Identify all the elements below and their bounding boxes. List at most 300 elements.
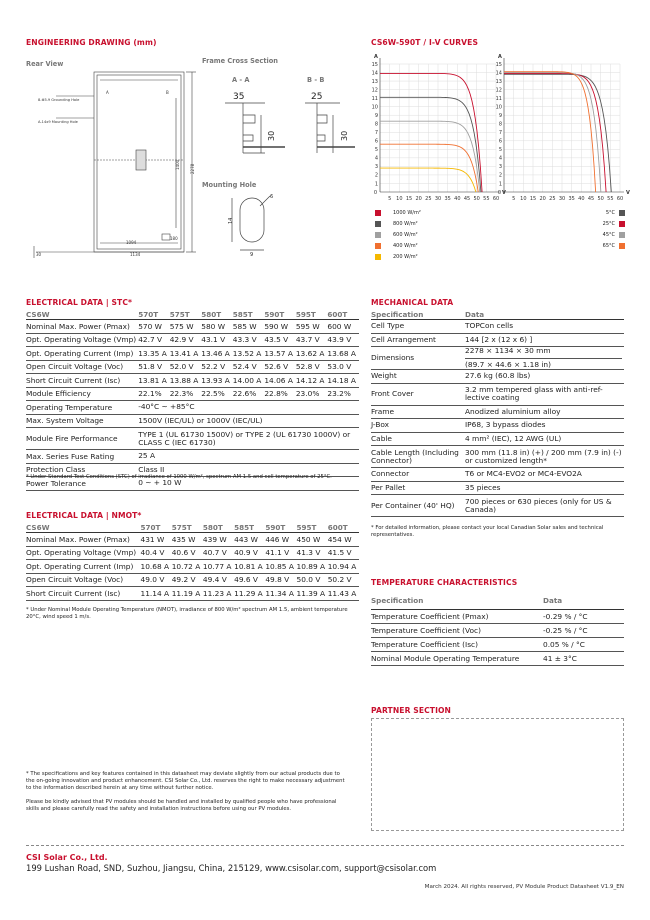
row-label: Nominal Module Operating Temperature	[371, 653, 520, 663]
row-label: Dimensions	[371, 353, 415, 362]
legend-swatch	[619, 210, 625, 216]
y-tick-label: 13	[495, 78, 502, 85]
table-row	[371, 446, 624, 468]
engineering-drawing-title: ENGINEERING DRAWING (mm)	[26, 38, 157, 47]
x-tick-label: 25	[425, 196, 432, 202]
row-label: Open Circuit Voltage (Voc)	[26, 362, 124, 372]
partner-box	[371, 718, 624, 831]
table-row	[371, 495, 624, 517]
table-header-cell: 580T	[202, 523, 223, 532]
row-value: 52.2 V	[201, 362, 226, 372]
dim-14: 14	[228, 217, 234, 224]
row-value: 49.4 V	[202, 575, 227, 585]
legend-swatch	[619, 232, 625, 238]
row-value: 1500V (IEC/UL) or 1000V (IEC/UL)	[138, 415, 263, 425]
row-value: 41 ± 3°C	[543, 653, 577, 663]
row-value: 11.19 A	[171, 588, 201, 598]
row-value-cell	[465, 347, 624, 370]
row-value: 50.0 V	[296, 575, 321, 585]
row-label: Per Pallet	[371, 482, 406, 492]
row-value: 13.88 A	[169, 375, 199, 385]
mech-note: * For detailed information, please contact your local Canadian Solar sales and technical representatives.	[371, 525, 604, 538]
row-value: 13.68 A	[327, 348, 356, 358]
y-tick-label: 10	[371, 104, 378, 111]
row-value: 454 W	[327, 534, 352, 544]
row-value: 13.35 A	[138, 348, 167, 358]
table-row	[26, 587, 359, 601]
legend-item-400: 400 W/m²	[375, 243, 418, 249]
table-row	[26, 374, 359, 388]
y-tick-label: 2	[498, 172, 502, 179]
disclaimer-1: * The specifications and key features contained in this datasheet may deviate slightly from our actual products due to the on-going innovation and product enhancement. CSI Solar Co., Ltd. reserves the right to make necessary adjustment to the information described herein at any time without further notice.	[26, 771, 345, 791]
y-tick-label: 6	[498, 138, 502, 145]
x-tick-label: 55	[607, 196, 614, 202]
iv-legends	[375, 208, 625, 268]
nmot-title: ELECTRICAL DATA | NMOT*	[26, 511, 142, 520]
row-value: TOPCon cells	[465, 321, 514, 331]
row-value-cell	[465, 446, 624, 468]
row-label: Nominal Max. Power (Pmax)	[26, 534, 130, 544]
mech-title: MECHANICAL DATA	[371, 298, 454, 307]
table-row	[26, 560, 359, 574]
section-bb-label: B - B	[307, 76, 325, 84]
table-header-cell: Specification	[371, 310, 424, 319]
y-tick-label: 14	[371, 70, 378, 77]
row-label: Temperature Coefficient (Voc)	[371, 625, 481, 635]
y-tick-label: 5	[374, 147, 378, 154]
row-value: 23.2%	[327, 389, 351, 399]
row-value: 446 W	[265, 534, 290, 544]
row-label: Cell Type	[371, 321, 405, 331]
footer-company: CSI Solar Co., Ltd.	[26, 853, 108, 862]
row-label: Per Container (40' HQ)	[371, 500, 455, 510]
row-value: 13.81 A	[138, 375, 167, 385]
row-value: 10.72 A	[171, 561, 201, 571]
x-tick-label: 35	[568, 196, 575, 202]
y-tick-label: 12	[495, 87, 502, 94]
table-row	[371, 370, 624, 384]
y-tick-label: 15	[371, 61, 378, 68]
table-row	[26, 333, 359, 347]
y-tick-label: 10	[495, 104, 502, 111]
row-value: 53.0 V	[327, 362, 352, 372]
row-value: 14.18 A	[327, 375, 356, 385]
table-header-row	[26, 310, 359, 320]
row-value: 49.8 V	[265, 575, 290, 585]
x-tick-label: 35	[444, 196, 451, 202]
row-label: Nominal Max. Power (Pmax)	[26, 321, 130, 331]
row-value: 52.0 V	[169, 362, 194, 372]
row-value: 700 pieces or 630 pieces (only for US & Canada)	[465, 496, 612, 514]
mounting-hole-note: A-14x9 Mounting Hole	[38, 120, 78, 124]
table-header-cell: 570T	[138, 310, 159, 319]
row-value: 43.1 V	[201, 335, 226, 345]
row-value: 13.41 A	[169, 348, 199, 358]
row-label: Cable	[371, 433, 392, 443]
row-value: TYPE 1 (UL 61730 1500V) or TYPE 2 (UL 61730 1000V) or CLASS C (IEC 61730)	[138, 429, 351, 447]
row-label: Protection Class	[26, 465, 86, 475]
iv-curves-chart	[368, 52, 628, 207]
row-value: 49.6 V	[234, 575, 258, 585]
y-tick-label: 7	[374, 130, 378, 137]
table-row	[26, 533, 359, 547]
dim-35: 35	[233, 92, 245, 102]
footer-copyright: March 2024. All rights reserved, PV Module Product Datasheet V1.9_EN	[424, 884, 624, 890]
row-value: 40.4 V	[140, 548, 165, 558]
grounding-hole-note: 8-Φ3.9 Grounding Hole	[38, 98, 80, 102]
row-label: Temperature Coefficient (Isc)	[371, 639, 478, 649]
table-row	[371, 468, 624, 482]
table-row	[371, 609, 624, 623]
row-value: 13.93 A	[201, 375, 230, 385]
row-value: Class II	[138, 464, 165, 474]
dim-2278: 2278	[190, 163, 195, 174]
table-header-cell: 600T	[327, 523, 348, 532]
table-row	[371, 333, 624, 347]
stc-note: * Under Standard Test Conditions (STC) of irradiance of 1000 W/m², spectrum AM 1.5 and cell temperature of 25°C.	[26, 474, 332, 480]
y-tick-label: 9	[498, 113, 502, 119]
dim-180: 180	[170, 236, 178, 241]
section-marker-b: B	[166, 90, 169, 95]
legend-swatch	[375, 232, 381, 238]
row-value-cell	[465, 432, 624, 446]
row-value: 11.39 A	[296, 588, 326, 598]
row-value: 300 mm (11.8 in) (+) / 200 mm (7.9 in) (-) or customized length*	[465, 447, 622, 465]
row-value: IP68, 3 bypass diodes	[465, 420, 546, 430]
table-header-cell: Data	[465, 310, 485, 319]
row-value-cell	[465, 405, 624, 419]
row-value: 11.14 A	[140, 588, 170, 598]
nmot-table	[26, 523, 359, 601]
x-tick-label: 25	[549, 196, 556, 202]
x-tick-label: 15	[529, 196, 537, 202]
row-value: 14.00 A	[232, 375, 262, 385]
row-value: 43.3 V	[232, 335, 257, 345]
origin-label: 0	[373, 190, 377, 196]
stc-title: ELECTRICAL DATA | STC*	[26, 298, 133, 307]
table-header-cell: Specification	[371, 596, 424, 606]
row-value: 41.1 V	[265, 548, 290, 558]
x-tick-label: 40	[454, 196, 461, 202]
row-value: 52.6 V	[264, 362, 289, 372]
x-tick-label: 30	[558, 196, 566, 202]
y-tick-label: 6	[374, 138, 378, 145]
legend-item-5c: 5°C	[606, 210, 625, 216]
row-value: -40°C ~ +85°C	[138, 402, 195, 412]
row-value: 590 W	[264, 321, 289, 331]
row-value: -0.25 % / °C	[543, 625, 588, 635]
table-row	[26, 360, 359, 374]
frame-cross-section-label: Frame Cross Section	[202, 57, 278, 65]
row-value: 580 W	[201, 321, 226, 331]
dim-1134: 1134	[130, 252, 141, 257]
frame-cross-section-drawing	[205, 85, 365, 170]
row-label: Max. Series Fuse Rating	[26, 451, 115, 461]
table-header-cell: 585T	[232, 310, 253, 319]
y-tick-label: 11	[371, 95, 378, 102]
row-value: 144 [2 x (12 x 6) ]	[465, 334, 533, 344]
y-tick-label: 4	[498, 155, 502, 162]
row-label: Max. System Voltage	[26, 416, 104, 426]
y-axis-label: A	[498, 54, 502, 60]
row-label: Cable Length (Including Connector)	[371, 447, 459, 465]
row-value: 600 W	[327, 321, 352, 331]
row-value: 10.89 A	[296, 561, 326, 571]
table-header-cell: 595T	[295, 310, 316, 319]
row-label: Frame	[371, 406, 395, 416]
table-row	[26, 428, 359, 450]
row-label: Front Cover	[371, 389, 414, 398]
row-value: 41.5 V	[327, 548, 352, 558]
legend-item-600: 600 W/m²	[375, 232, 418, 238]
table-row	[26, 450, 359, 464]
y-tick-label: 14	[495, 70, 502, 77]
iv-curves-title: CS6W-590T / I-V CURVES	[371, 38, 479, 47]
table-row	[26, 414, 359, 428]
row-label: Operating Temperature	[26, 402, 113, 412]
footer-address: 199 Lushan Road, SND, Suzhou, Jiangsu, China, 215129, www.csisolar.com, support@csisolar.com	[26, 863, 437, 873]
row-label: J-Box	[371, 420, 390, 430]
row-value: 40.6 V	[171, 548, 196, 558]
table-row	[371, 623, 624, 637]
table-header-cell: 580T	[201, 310, 222, 319]
y-tick-label: 3	[498, 164, 502, 171]
row-label: Opt. Operating Voltage (Vmp)	[26, 335, 137, 345]
row-value-cell	[465, 419, 624, 433]
table-row	[26, 347, 359, 361]
series-line-temperature-0	[504, 74, 611, 192]
table-header-cell: CS6W	[26, 310, 50, 319]
row-value: 14.06 A	[264, 375, 293, 385]
dim-30-bb: 30	[340, 130, 349, 141]
row-value: 22.8%	[264, 389, 288, 399]
row-value: 11.23 A	[202, 588, 232, 598]
dim-6: 6	[270, 194, 274, 200]
row-value-cell	[465, 481, 624, 495]
row-value: 43.7 V	[295, 335, 320, 345]
row-value: 50.2 V	[327, 575, 352, 585]
x-tick-label: 15	[405, 196, 413, 202]
table-header-cell: 600T	[327, 310, 348, 319]
table-row	[371, 651, 624, 665]
row-value-secondary: (89.7 × 44.6 × 1.18 in)	[465, 358, 622, 369]
section-aa-label: A - A	[232, 76, 250, 84]
x-tick-label: 20	[539, 196, 546, 202]
row-value: 595 W	[295, 321, 320, 331]
temp-title: TEMPERATURE CHARACTERISTICS	[371, 578, 518, 587]
row-label: Connector	[371, 469, 410, 479]
x-tick-label: 50	[597, 196, 604, 202]
series-line-irradiance-2	[380, 121, 480, 192]
row-value-cell	[465, 495, 624, 517]
row-value: 3.2 mm tempered glass with anti-ref-lective coating	[465, 385, 603, 402]
row-label: Cell Arrangement	[371, 334, 436, 344]
row-value: 22.1%	[138, 389, 162, 399]
table-header-cell: 595T	[296, 523, 317, 532]
y-tick-label: 11	[495, 95, 502, 102]
table-row	[371, 637, 624, 651]
table-row	[26, 387, 359, 401]
legend-item-1000: 1000 W/m²	[375, 210, 421, 216]
row-label: Module Fire Performance	[26, 434, 118, 443]
y-tick-label: 15	[495, 61, 502, 68]
legend-swatch	[375, 210, 381, 216]
row-value: 22.5%	[201, 389, 225, 399]
row-value: 25 A	[138, 451, 156, 461]
table-header-cell: 575T	[169, 310, 190, 319]
legend-swatch	[375, 243, 381, 249]
row-value: 11.43 A	[327, 588, 357, 598]
row-value: 2278 × 1134 × 30 mm	[465, 346, 551, 355]
section-marker-a: A	[106, 90, 109, 95]
footer-divider	[26, 845, 624, 846]
table-header-cell: 585T	[234, 523, 255, 532]
row-label: Opt. Operating Current (Imp)	[26, 561, 134, 571]
y-tick-label: 9	[374, 113, 378, 119]
row-value: 43.5 V	[264, 335, 289, 345]
row-value: 49.0 V	[140, 575, 165, 585]
row-value: 435 W	[171, 534, 196, 544]
x-tick-label: 60	[492, 196, 500, 202]
series-line-irradiance-4	[380, 168, 476, 192]
row-value: 35 pieces	[465, 482, 501, 492]
legend-item-45c: 45°C	[603, 232, 625, 238]
row-value-cell	[465, 320, 624, 334]
x-tick-label: 55	[483, 196, 490, 202]
row-value: 40.7 V	[202, 548, 227, 558]
row-label: Module Efficiency	[26, 389, 91, 399]
y-tick-label: 12	[371, 87, 378, 94]
row-value: 10.81 A	[234, 561, 263, 571]
table-header-cell: 575T	[171, 523, 192, 532]
dim-25: 25	[311, 92, 323, 102]
y-axis-label: A	[374, 54, 378, 60]
temp-table	[371, 593, 624, 666]
table-header-cell: 590T	[265, 523, 286, 532]
table-header-row	[371, 310, 624, 320]
row-value: 585 W	[232, 321, 257, 331]
legend-swatch	[375, 254, 381, 260]
row-value: 439 W	[202, 534, 227, 544]
row-value: 13.52 A	[232, 348, 262, 358]
rear-view-drawing	[26, 68, 201, 258]
row-value: -0.29 % / °C	[543, 611, 588, 621]
table-row	[371, 432, 624, 446]
row-value: 51.8 V	[138, 362, 163, 372]
row-value-cell	[465, 370, 624, 384]
mounting-hole-label: Mounting Hole	[202, 181, 257, 189]
x-tick-label: 50	[473, 196, 480, 202]
table-header-cell: CS6W	[26, 523, 50, 532]
row-value: 10.94 A	[327, 561, 357, 571]
table-header-row	[371, 593, 624, 609]
stc-table	[26, 310, 359, 491]
dim-1400: 1400	[175, 159, 180, 170]
legend-item-25c: 25°C	[603, 221, 625, 227]
row-label: Short Circuit Current (Isc)	[26, 375, 121, 385]
table-row	[371, 405, 624, 419]
x-tick-label: 45	[463, 196, 471, 202]
row-label: Power Tolerance	[26, 478, 86, 488]
row-value: 13.46 A	[201, 348, 230, 358]
table-header-cell: Data	[543, 596, 563, 606]
table-header-cell: 570T	[140, 523, 161, 532]
row-value: 43.9 V	[327, 335, 352, 345]
row-label: Open Circuit Voltage (Voc)	[26, 575, 124, 585]
dim-30-aa: 30	[267, 130, 276, 141]
row-value: 22.3%	[169, 389, 194, 399]
row-value: 443 W	[234, 534, 258, 544]
row-value: 22.6%	[232, 389, 257, 399]
row-value: 42.7 V	[138, 335, 163, 345]
row-value: 10.68 A	[140, 561, 170, 571]
partner-title: PARTNER SECTION	[371, 706, 452, 715]
table-row	[371, 383, 624, 405]
row-value: 49.2 V	[171, 575, 196, 585]
table-row	[371, 419, 624, 433]
table-header-cell: 590T	[264, 310, 285, 319]
y-tick-label: 4	[374, 155, 378, 162]
dim-1094: 1094	[126, 240, 137, 245]
row-value: 13.57 A	[264, 348, 293, 358]
table-row	[371, 347, 624, 370]
dim-9: 9	[250, 252, 254, 258]
y-tick-label: 1	[498, 181, 502, 188]
row-value: 42.9 V	[169, 335, 194, 345]
origin-label: 0	[497, 190, 501, 196]
table-row	[371, 320, 624, 334]
row-label: Weight	[371, 371, 397, 381]
row-value: 41.3 V	[296, 548, 321, 558]
table-row	[26, 573, 359, 587]
row-value: 52.4 V	[232, 362, 257, 372]
row-value: 27.6 kg (60.8 lbs)	[465, 371, 531, 381]
row-label: Short Circuit Current (Isc)	[26, 588, 121, 598]
legend-item-200: 200 W/m²	[375, 254, 418, 260]
row-value-cell	[465, 333, 624, 347]
legend-swatch	[619, 221, 625, 227]
row-value: 40.9 V	[234, 548, 258, 558]
row-value-cell	[465, 468, 624, 482]
x-axis-label: V	[502, 190, 506, 196]
x-axis-label: V	[626, 190, 630, 196]
row-value: 4 mm² (IEC), 12 AWG (UL)	[465, 433, 562, 443]
table-row	[26, 320, 359, 334]
table-row	[371, 481, 624, 495]
row-label: Opt. Operating Voltage (Vmp)	[26, 548, 137, 558]
x-tick-label: 40	[578, 196, 585, 202]
row-value: 10.85 A	[265, 561, 294, 571]
disclaimer-2: Please be kindly advised that PV modules should be handled and installed by qualified people who have professional skills and please carefully read the safety and installation instructions before using our PV modules.	[26, 799, 337, 812]
x-tick-label: 5	[388, 196, 392, 202]
row-value: 0 ~ + 10 W	[138, 478, 182, 488]
x-tick-label: 60	[616, 196, 624, 202]
row-value: Anodized aluminium alloy	[465, 406, 561, 416]
row-value: 431 W	[140, 534, 165, 544]
legend-swatch	[619, 243, 625, 249]
row-value: 570 W	[138, 321, 162, 331]
legend-swatch	[375, 221, 381, 227]
x-tick-label: 20	[415, 196, 422, 202]
row-value: 14.12 A	[295, 375, 325, 385]
row-label: Temperature Coefficient (Pmax)	[371, 611, 489, 621]
mech-table	[371, 310, 624, 517]
dim-30: 30	[36, 252, 42, 257]
table-row	[26, 546, 359, 560]
y-tick-label: 3	[374, 164, 378, 171]
row-value: 0.05 % / °C	[543, 639, 585, 649]
rear-view-label: Rear View	[26, 60, 64, 68]
